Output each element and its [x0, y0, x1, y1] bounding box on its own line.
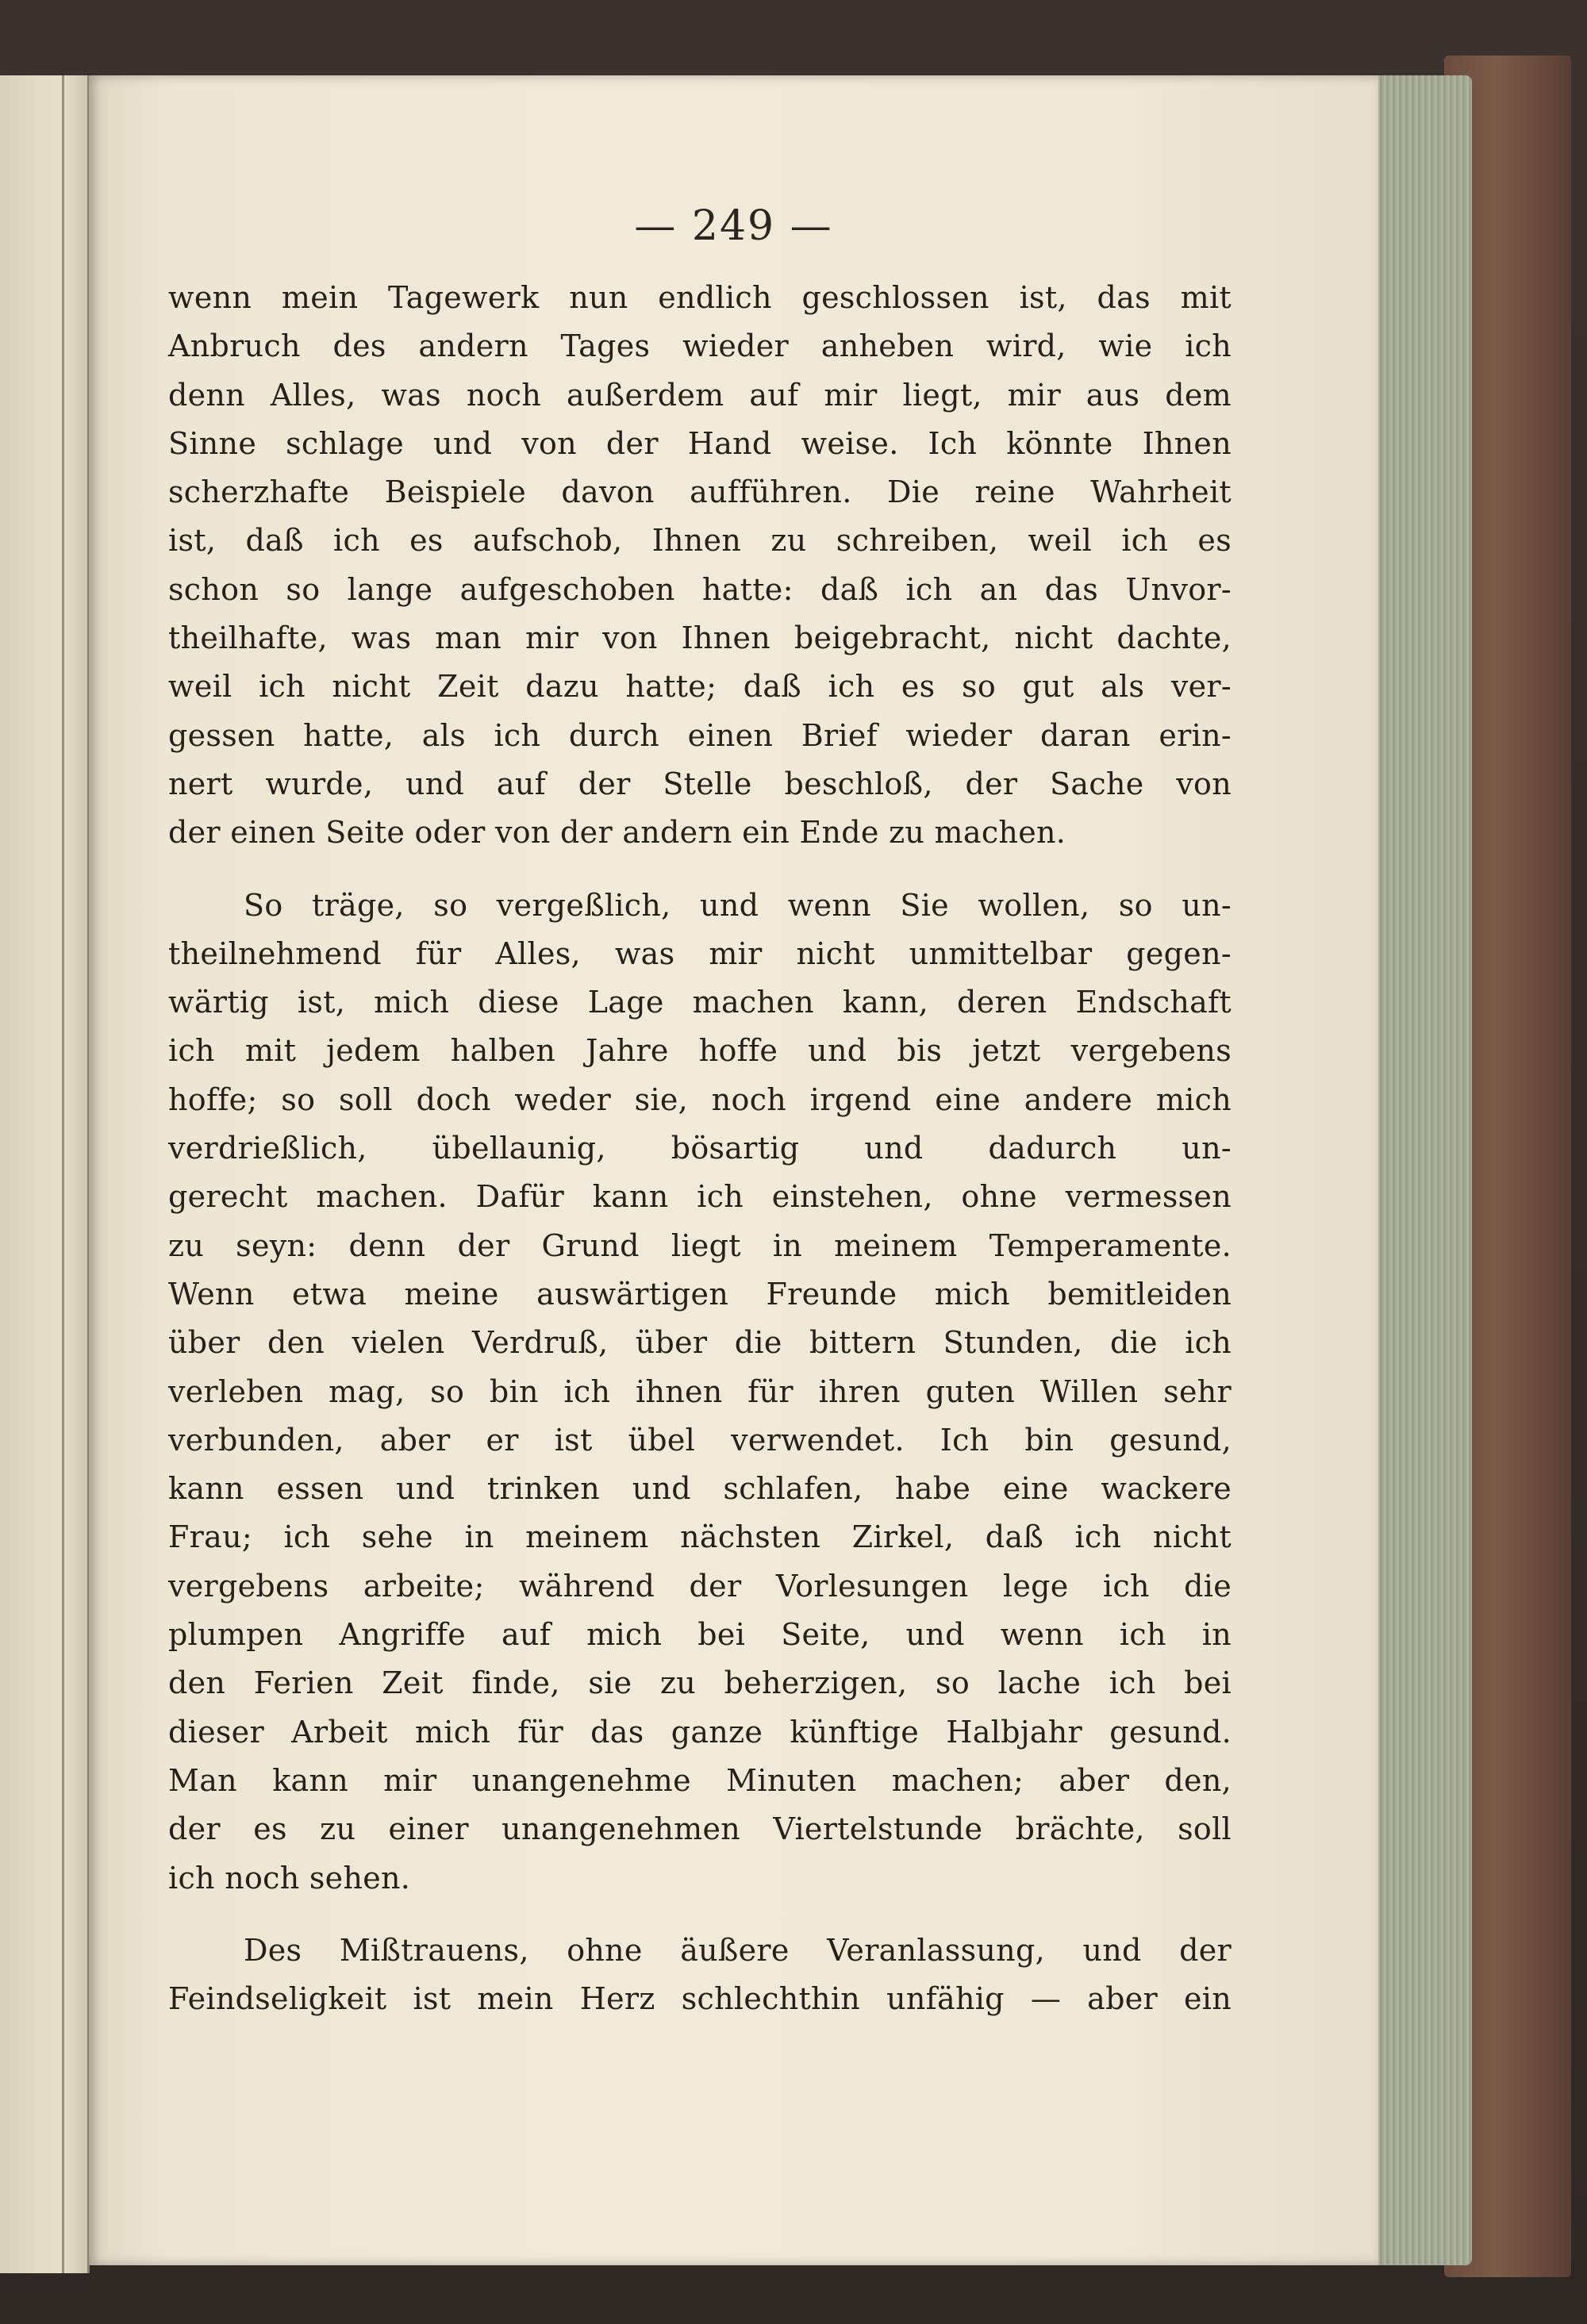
- text-line: kann essen und trinken und schlafen, habe eine wackere: [168, 1471, 1232, 1507]
- text-line: scherzhafte Beispiele davon aufführen. Die reine Wahrheit: [168, 474, 1232, 510]
- text-line: der einen Seite oder von der andern ein Ende zu machen.: [168, 815, 1066, 851]
- text-line: verdrießlich, übellaunig, bösartig und dadurch un-: [168, 1131, 1232, 1166]
- text-line: ist, daß ich es aufschob, Ihnen zu schreiben, weil ich es: [168, 523, 1232, 559]
- text-line: schon so lange aufgeschoben hatte: daß ich an das Unvor-: [168, 571, 1232, 607]
- text-line: verbunden, aber er ist übel verwendet. Ich bin gesund,: [168, 1422, 1232, 1458]
- text-line: denn Alles, was noch außerdem auf mir liegt, mir aus dem: [168, 377, 1232, 413]
- text-line: theilnehmend für Alles, was mir nicht unmittelbar gegen-: [168, 935, 1232, 971]
- text-line: über den vielen Verdruß, über die bittern Stunden, die ich: [168, 1325, 1232, 1361]
- text-line: So träge, so vergeßlich, und wenn Sie wollen, so un-: [244, 887, 1232, 923]
- text-line: hoffe; so soll doch weder sie, noch irgend eine andere mich: [168, 1081, 1232, 1117]
- text-line: plumpen Angriffe auf mich bei Seite, und wenn ich in: [168, 1617, 1232, 1653]
- paragraph: [168, 882, 1232, 1903]
- text-line: weil ich nicht Zeit dazu hatte; daß ich es so gut als ver-: [168, 669, 1232, 705]
- text-line: ich mit jedem halben Jahre hoffe und bis jetzt vergebens: [168, 1033, 1232, 1069]
- text-line: Anbruch des andern Tages wieder anheben wird, wie ich: [168, 328, 1232, 364]
- text-line: ich noch sehen.: [168, 1860, 411, 1896]
- page-edges: [1377, 75, 1472, 2265]
- paragraph: [168, 1926, 1232, 2024]
- book-page: [89, 75, 1378, 2265]
- left-page-margin: [0, 75, 90, 2273]
- text-line: der es zu einer unangenehmen Viertelstunde brächte, soll: [168, 1811, 1232, 1847]
- text-line: verleben mag, so bin ich ihnen für ihren guten Willen sehr: [168, 1373, 1232, 1409]
- text-line: Feindseligkeit ist mein Herz schlechthin unfähig — aber ein: [168, 1981, 1232, 2017]
- text-line: dieser Arbeit mich für das ganze künftige Halbjahr gesund.: [168, 1714, 1232, 1750]
- text-line: Man kann mir unangenehme Minuten machen; aber den,: [168, 1762, 1232, 1798]
- paragraph: [168, 274, 1232, 858]
- text-line: Des Mißtrauens, ohne äußere Veranlassung, und der: [244, 1932, 1232, 1968]
- text-line: wärtig ist, mich diese Lage machen kann, deren Endschaft: [168, 985, 1232, 1020]
- text-line: gessen hatte, als ich durch einen Brief wieder daran erin-: [168, 717, 1232, 753]
- text-line: gerecht machen. Dafür kann ich einstehen, ohne vermessen: [168, 1179, 1232, 1215]
- page-number: — 249 —: [634, 202, 833, 250]
- text-line: wenn mein Tagewerk nun endlich geschlossen ist, das mit: [168, 280, 1232, 315]
- text-line: Wenn etwa meine auswärtigen Freunde mich bemitleiden: [168, 1276, 1232, 1312]
- text-line: theilhafte, was man mir von Ihnen beigebracht, nicht dachte,: [168, 620, 1232, 656]
- text-line: vergebens arbeite; während der Vorlesungen lege ich die: [168, 1568, 1232, 1604]
- text-line: den Ferien Zeit finde, sie zu beherzigen, so lache ich bei: [168, 1665, 1232, 1701]
- page-body: [168, 274, 1232, 2023]
- text-line: Frau; ich sehe in meinem nächsten Zirkel, daß ich nicht: [168, 1519, 1232, 1555]
- text-line: Sinne schlage und von der Hand weise. Ich könnte Ihnen: [168, 425, 1232, 461]
- text-line: nert wurde, und auf der Stelle beschloß, der Sache von: [168, 766, 1232, 801]
- text-line: zu seyn: denn der Grund liegt in meinem Temperamente.: [168, 1227, 1232, 1263]
